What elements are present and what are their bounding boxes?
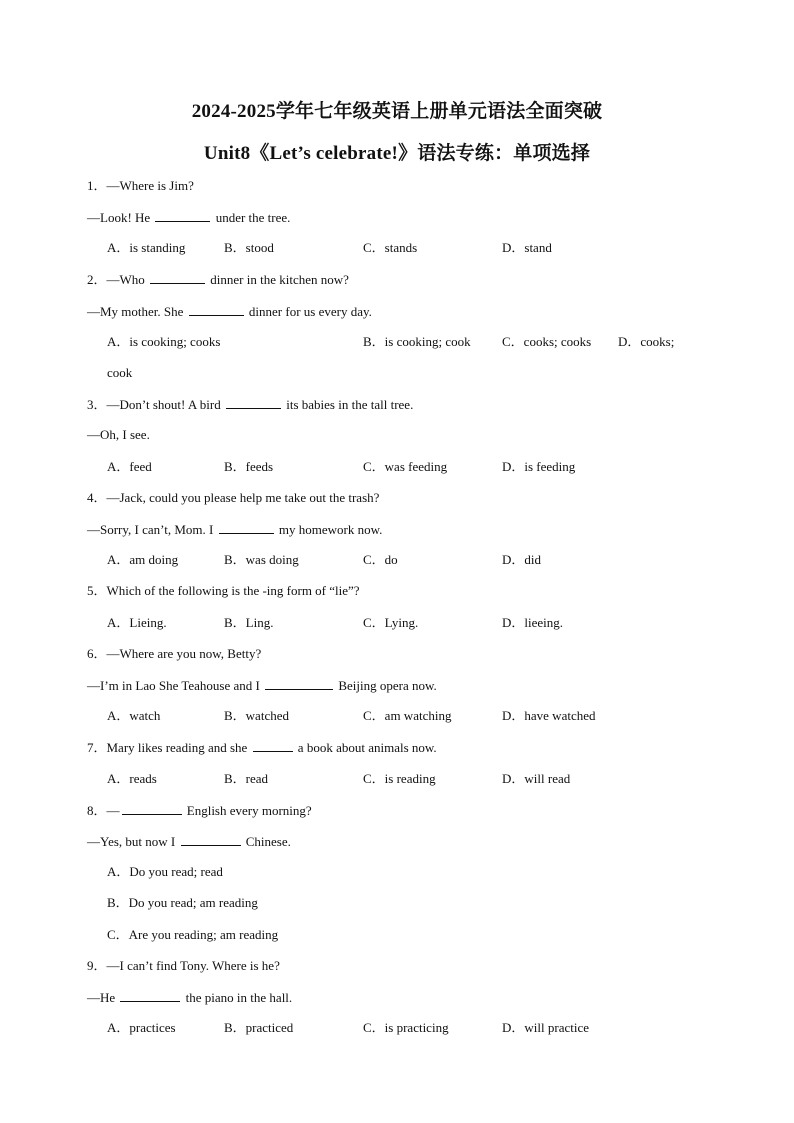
- answer-blank: [226, 396, 281, 409]
- q5-option-b: B．Ling.: [224, 615, 274, 630]
- answer-blank: [253, 739, 293, 752]
- q1-option-d: D．stand: [502, 240, 552, 255]
- question-2-stem: 2．—Who dinner in the kitchen now?: [87, 272, 349, 287]
- question-9-line2: —He the piano in the hall.: [87, 990, 293, 1005]
- answer-blank: [120, 989, 180, 1002]
- q1-option-c: C．stands: [363, 240, 418, 255]
- q3-option-b: B．feeds: [224, 459, 274, 474]
- q6-option-d: D．have watched: [502, 708, 596, 723]
- answer-blank: [189, 303, 244, 316]
- q4-option-a: A．am doing: [107, 552, 179, 567]
- answer-blank: [155, 209, 210, 222]
- q4-option-c: C．do: [363, 552, 398, 567]
- q3-option-a: A．feed: [107, 459, 152, 474]
- q8-option-a: A．Do you read; read: [107, 864, 223, 879]
- q5-option-c: C．Lying.: [363, 615, 419, 630]
- q9-option-c: C．is practicing: [363, 1020, 449, 1035]
- q9-option-d: D．will practice: [502, 1020, 589, 1035]
- q6-option-b: B．watched: [224, 708, 289, 723]
- q5-option-d: D．lieeing.: [502, 615, 564, 630]
- question-2-line2: —My mother. She dinner for us every day.: [87, 304, 372, 319]
- q8-option-c: C．Are you reading; am reading: [107, 927, 279, 942]
- q3-option-d: D．is feeding: [502, 459, 576, 474]
- question-5-stem: 5．Which of the following is the -ing form of “lie”?: [87, 583, 360, 598]
- q6-option-a: A．watch: [107, 708, 161, 723]
- q2-option-c: C．cooks; cooks: [502, 334, 592, 349]
- q2-option-b: B．is cooking; cook: [363, 334, 471, 349]
- answer-blank: [219, 521, 274, 534]
- question-3-line2: —Oh, I see.: [87, 427, 150, 442]
- q5-option-a: A．Lieing.: [107, 615, 167, 630]
- q1-option-b: B．stood: [224, 240, 274, 255]
- question-1-line2: —Look! He under the tree.: [87, 210, 291, 225]
- question-3-stem: 3．—Don’t shout! A bird its babies in the tall tree.: [87, 397, 414, 412]
- document-title: 2024-2025学年七年级英语上册单元语法全面突破: [191, 101, 603, 122]
- q8-option-b: B．Do you read; am reading: [107, 895, 258, 910]
- q7-option-b: B．read: [224, 771, 269, 786]
- question-8-stem: 8．— English every morning?: [87, 803, 312, 818]
- q6-option-c: C．am watching: [363, 708, 452, 723]
- question-6-line2: —I’m in Lao She Teahouse and I Beijing opera now.: [87, 678, 437, 693]
- answer-blank: [150, 271, 205, 284]
- answer-blank: [265, 677, 333, 690]
- question-8-line2: —Yes, but now I Chinese.: [87, 834, 291, 849]
- q9-option-a: A．practices: [107, 1020, 176, 1035]
- q2-option-d: D．cooks;: [618, 334, 675, 349]
- question-4-stem: 4．—Jack, could you please help me take out the trash?: [87, 490, 380, 505]
- q2-option-a: A．is cooking; cooks: [107, 334, 221, 349]
- q7-option-c: C．is reading: [363, 771, 436, 786]
- question-1-stem: 1．—Where is Jim?: [87, 178, 194, 193]
- question-4-line2: —Sorry, I can’t, Mom. I my homework now.: [87, 522, 383, 537]
- question-7-stem: 7．Mary likes reading and she a book about animals now.: [87, 740, 437, 755]
- q4-option-d: D．did: [502, 552, 542, 567]
- q2-option-d-continued: cook: [107, 365, 133, 380]
- q3-option-c: C．was feeding: [363, 459, 448, 474]
- q7-option-d: D．will read: [502, 771, 571, 786]
- document-subtitle: Unit8《Let’s celebrate!》语法专练：单项选择: [203, 143, 591, 164]
- question-6-stem: 6．—Where are you now, Betty?: [87, 646, 262, 661]
- q7-option-a: A．reads: [107, 771, 157, 786]
- q9-option-b: B．practiced: [224, 1020, 294, 1035]
- answer-blank: [181, 833, 241, 846]
- answer-blank: [122, 802, 182, 815]
- question-9-stem: 9．—I can’t find Tony. Where is he?: [87, 958, 280, 973]
- q1-option-a: A．is standing: [107, 240, 186, 255]
- q4-option-b: B．was doing: [224, 552, 299, 567]
